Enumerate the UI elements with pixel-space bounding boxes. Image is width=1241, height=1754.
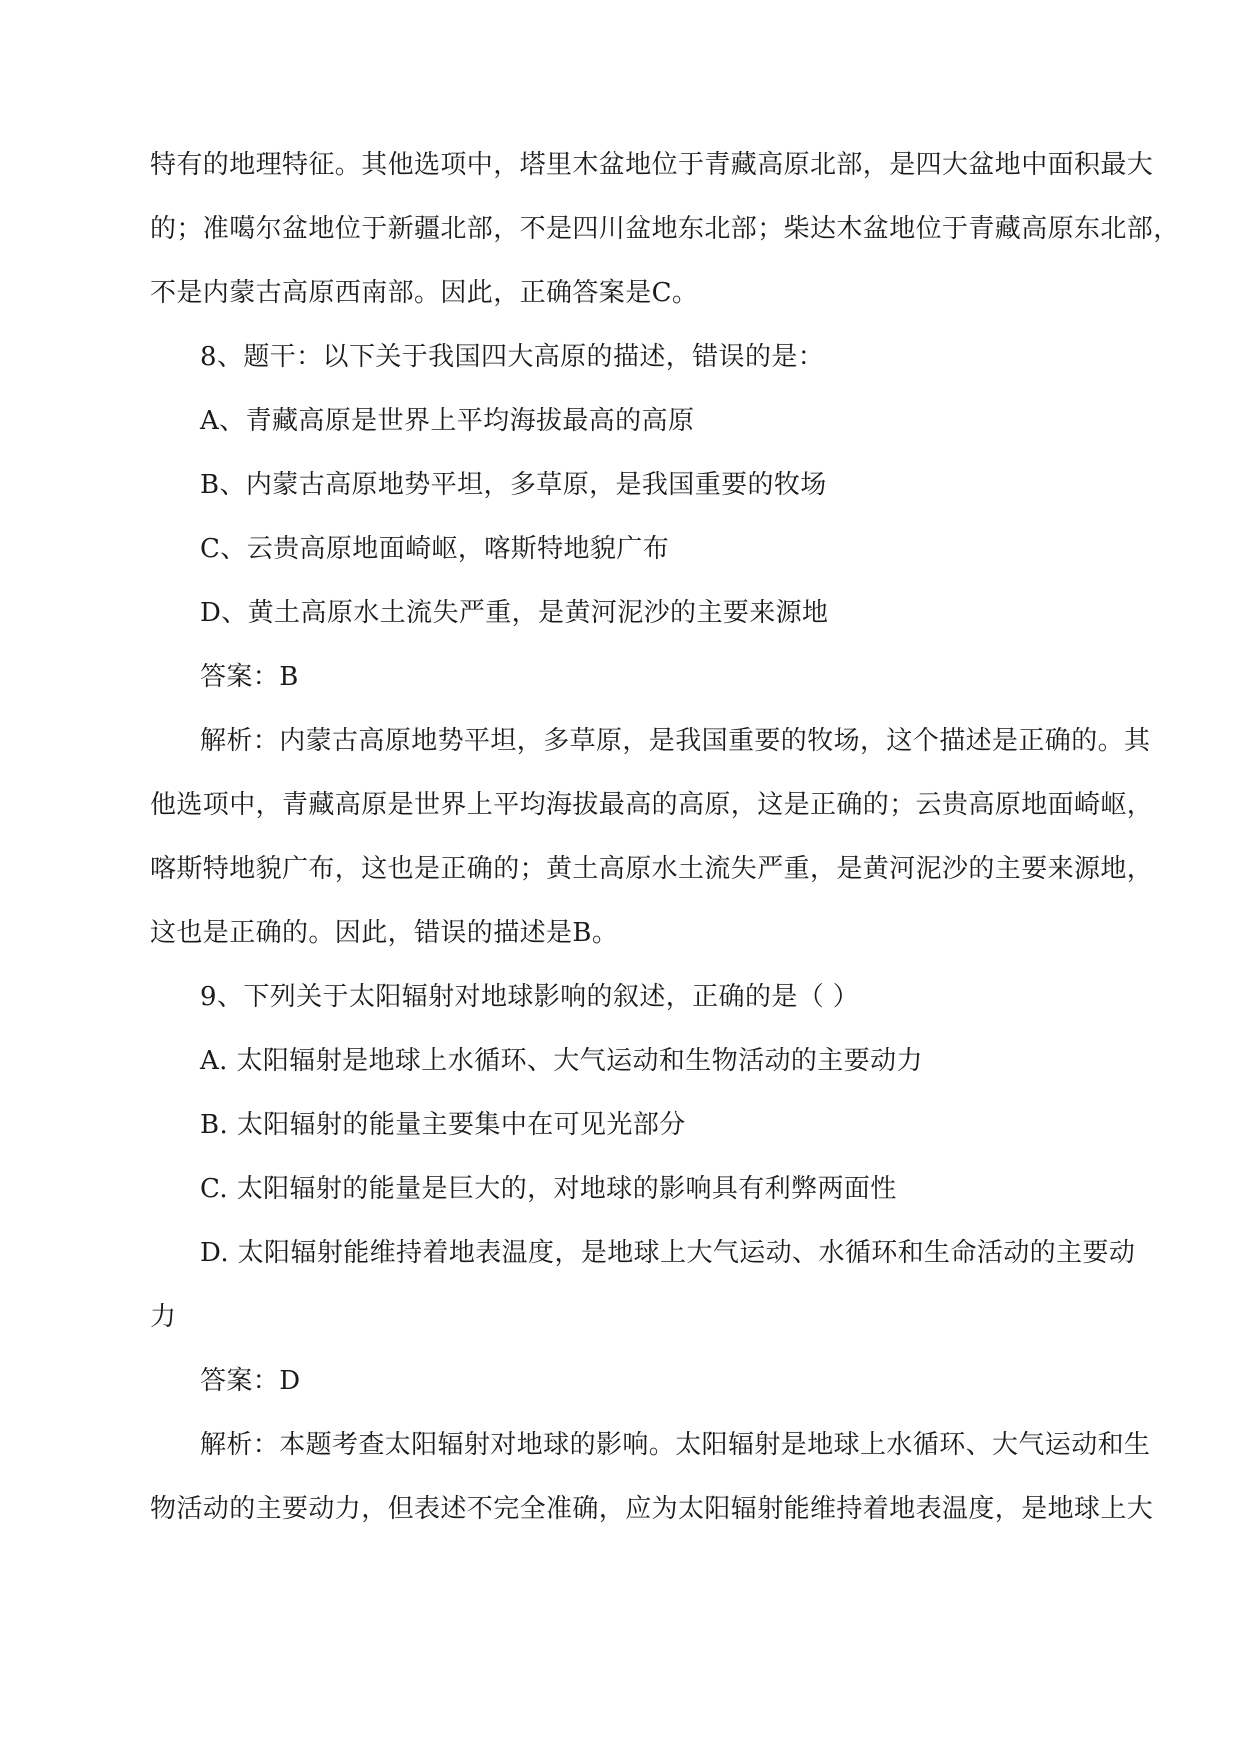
question-8-analysis-line-2: 他选项中，青藏高原是世界上平均海拔最高的高原，这是正确的；云贵高原地面崎岖， xyxy=(150,790,1154,820)
question-8-analysis-line-3: 喀斯特地貌广布，这也是正确的；黄土高原水土流失严重，是黄河泥沙的主要来源地， xyxy=(150,854,1154,884)
paragraph-line-1: 特有的地理特征。其他选项中，塔里木盆地位于青藏高原北部，是四大盆地中面积最大 xyxy=(150,150,1154,180)
question-9-option-d-line-2: 力 xyxy=(150,1302,177,1332)
question-8-analysis-line-4: 这也是正确的。因此，错误的描述是B。 xyxy=(150,918,619,948)
question-9-stem: 9、下列关于太阳辐射对地球影响的叙述，正确的是（ ） xyxy=(200,982,860,1012)
paragraph-line-3: 不是内蒙古高原西南部。因此，正确答案是C。 xyxy=(150,278,699,308)
question-9-answer: 答案：D xyxy=(200,1366,301,1396)
question-9-option-d-line-1: D. 太阳辐射能维持着地表温度，是地球上大气运动、水循环和生命活动的主要动 xyxy=(200,1238,1136,1268)
question-8-option-a: A、青藏高原是世界上平均海拔最高的高原 xyxy=(200,406,695,436)
question-9-option-c: C. 太阳辐射的能量是巨大的，对地球的影响具有利弊两面性 xyxy=(200,1174,897,1204)
question-8-answer: 答案：B xyxy=(200,662,299,692)
question-8-option-c: C、云贵高原地面崎岖，喀斯特地貌广布 xyxy=(200,534,670,564)
question-8-analysis-line-1: 解析：内蒙古高原地势平坦，多草原，是我国重要的牧场，这个描述是正确的。其 xyxy=(200,726,1151,756)
question-8-stem: 8、题干：以下关于我国四大高原的描述，错误的是： xyxy=(200,342,825,372)
question-8-option-d: D、黄土高原水土流失严重，是黄河泥沙的主要来源地 xyxy=(200,598,829,628)
question-9-option-b: B. 太阳辐射的能量主要集中在可见光部分 xyxy=(200,1110,686,1140)
question-9-analysis-line-2: 物活动的主要动力，但表述不完全准确，应为太阳辐射能维持着地表温度，是地球上大 xyxy=(150,1494,1154,1524)
paragraph-line-2: 的；准噶尔盆地位于新疆北部，不是四川盆地东北部；柴达木盆地位于青藏高原东北部， xyxy=(150,214,1180,244)
question-9-analysis-line-1: 解析：本题考查太阳辐射对地球的影响。太阳辐射是地球上水循环、大气运动和生 xyxy=(200,1430,1151,1460)
question-9-option-a: A. 太阳辐射是地球上水循环、大气运动和生物活动的主要动力 xyxy=(200,1046,923,1076)
question-8-option-b: B、内蒙古高原地势平坦，多草原，是我国重要的牧场 xyxy=(200,470,827,500)
